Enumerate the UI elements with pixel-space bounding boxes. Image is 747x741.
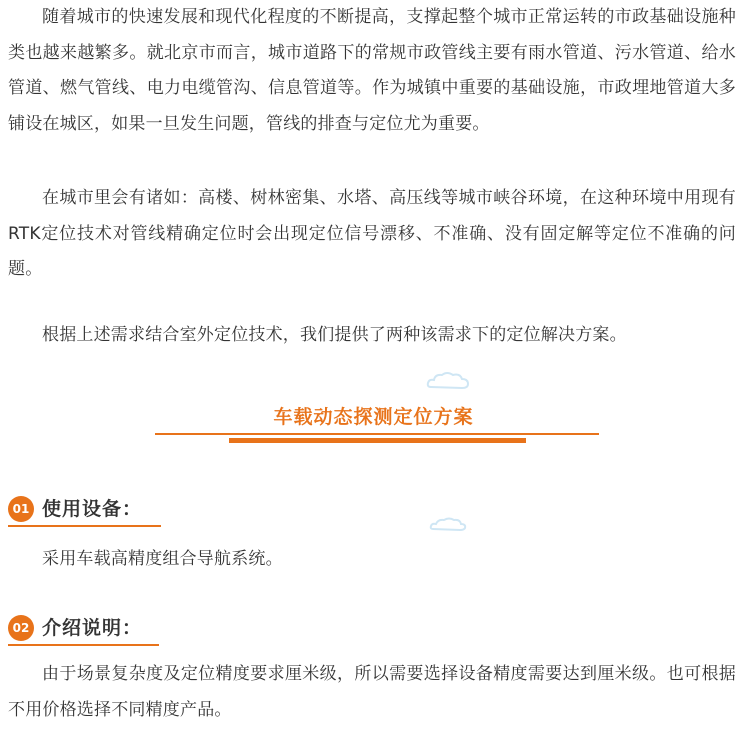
section-title: 车载动态探测定位方案 bbox=[273, 406, 474, 428]
section-divider-thin bbox=[155, 433, 599, 435]
intro-paragraph-3: 根据上述需求结合室外定位技术，我们提供了两种该需求下的定位解决方案。 bbox=[42, 325, 627, 345]
heading-underline bbox=[8, 644, 159, 646]
cloud-watermark-icon bbox=[428, 517, 468, 533]
intro-paragraph-2: 在城市里会有诸如：高楼、树林密集、水塔、高压线等城市峡谷环境，在这种环境中用现有RTK定位技术对管线精确定位时会出现定位信号漂移、不准确、没有固定解等定位不准确的问题。 bbox=[8, 188, 736, 279]
number-badge: 01 bbox=[8, 496, 34, 522]
item-body-equipment: 采用车载高精度组合导航系统。 bbox=[42, 549, 283, 569]
item-body-description: 由于场景复杂度及定位精度要求厘米级，所以需要选择设备精度需要达到厘米级。也可根据不用价格选择不同精度产品。 bbox=[8, 664, 736, 720]
heading-label: 使用设备： bbox=[42, 498, 143, 520]
number-badge: 02 bbox=[8, 615, 34, 641]
heading-label: 介绍说明： bbox=[42, 617, 143, 639]
cloud-watermark-icon bbox=[425, 370, 471, 392]
section-divider-thick bbox=[229, 438, 526, 443]
heading-underline bbox=[8, 525, 161, 527]
intro-paragraph-1: 随着城市的快速发展和现代化程度的不断提高，支撑起整个城市正常运转的市政基础设施种类也越来越繁多。就北京市而言，城市道路下的常规市政管线主要有雨水管道、污水管道、给水管道、燃气管线、电力电缆管沟、信息管道等。作为城镇中重要的基础设施，市政埋地管道大多铺设在城区，如果一旦发生问题，管线的排查与定位尤为重要。 bbox=[8, 7, 736, 134]
